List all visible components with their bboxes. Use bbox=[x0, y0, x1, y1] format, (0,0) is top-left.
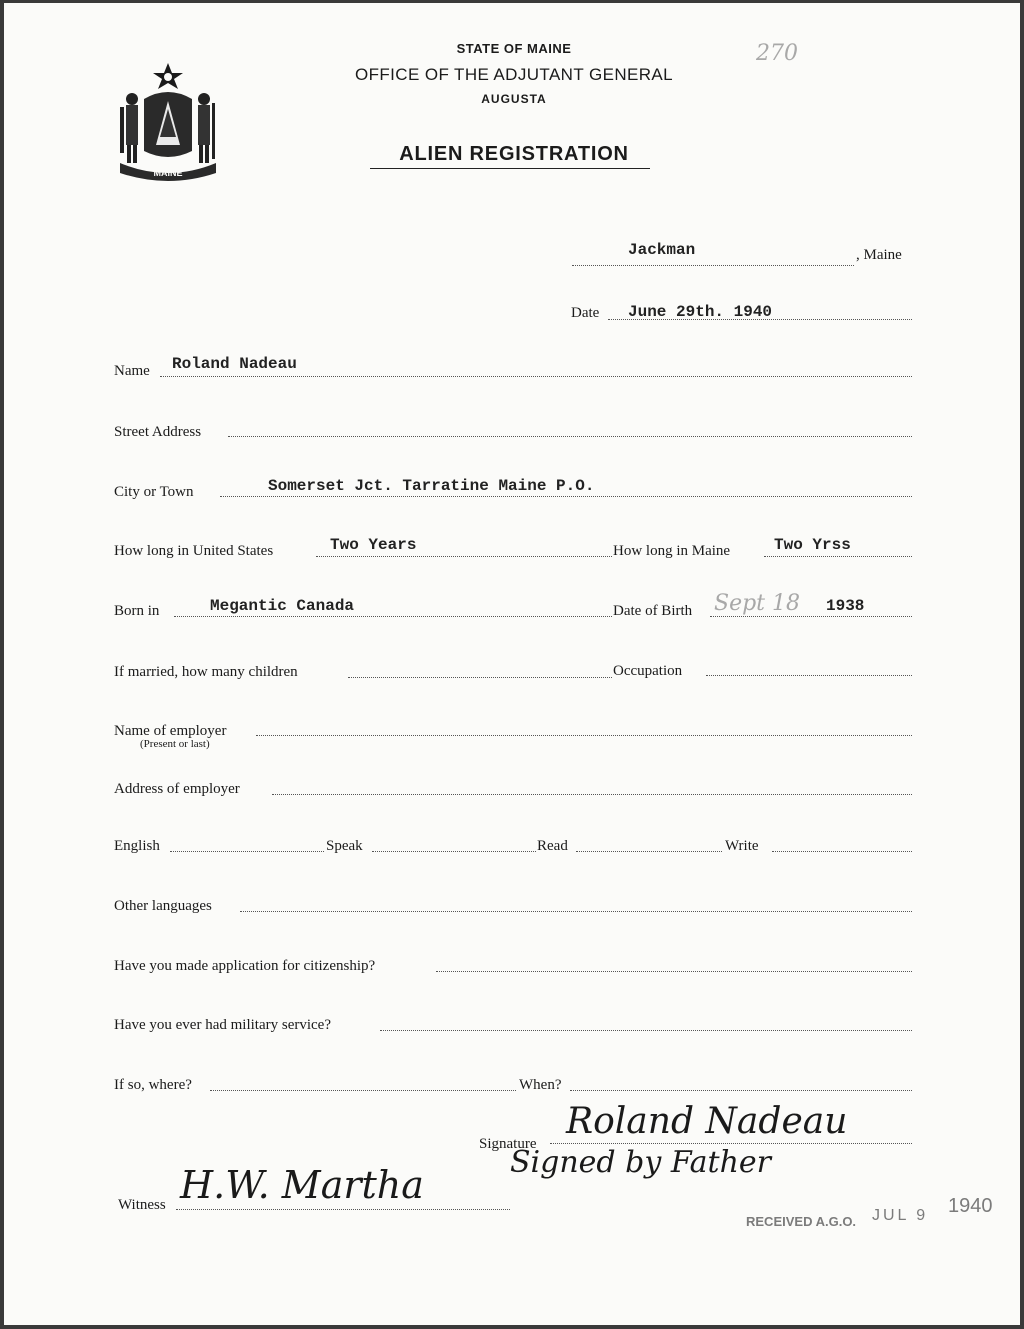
header-office: OFFICE OF THE ADJUTANT GENERAL bbox=[354, 65, 674, 84]
when-label: When? bbox=[519, 1077, 562, 1093]
how-long-us-label: How long in United States bbox=[114, 543, 274, 559]
occupation-label: Occupation bbox=[613, 663, 683, 679]
where-label: If so, where? bbox=[114, 1077, 192, 1093]
date-label: Date bbox=[571, 305, 600, 321]
english-label: English bbox=[114, 838, 160, 854]
signature-label: Signature bbox=[479, 1136, 537, 1152]
witness-value: H.W. Martha bbox=[180, 1163, 424, 1207]
witness-label: Witness bbox=[118, 1197, 166, 1213]
city-value: Somerset Jct. Tarratine Maine P.O. bbox=[268, 477, 595, 495]
citizenship-label: Have you made application for citizenship? bbox=[114, 958, 376, 974]
header-city: AUGUSTA bbox=[481, 92, 547, 106]
date-value: June 29th. 1940 bbox=[628, 303, 773, 321]
other-languages-label: Other languages bbox=[114, 898, 212, 914]
born-in-label: Born in bbox=[114, 603, 160, 619]
received-stamp-date: JUL 9 bbox=[872, 1207, 929, 1224]
date-of-birth-year: 1938 bbox=[826, 597, 865, 615]
seal-text: MAINE bbox=[153, 168, 183, 178]
born-in-value: Megantic Canada bbox=[210, 597, 355, 615]
write-label: Write bbox=[725, 838, 759, 854]
received-stamp: RECEIVED A.G.O. bbox=[746, 1214, 857, 1229]
document-number: 270 bbox=[756, 41, 798, 66]
form-title-underline bbox=[370, 168, 650, 169]
read-label: Read bbox=[537, 838, 568, 854]
how-long-maine-value: Two Yrss bbox=[774, 536, 851, 554]
header-state: STATE OF MAINE bbox=[456, 41, 572, 56]
form-page bbox=[4, 3, 1020, 1325]
street-address-label: Street Address bbox=[114, 424, 202, 440]
form-title: ALIEN REGISTRATION bbox=[399, 143, 629, 165]
how-long-us-value: Two Years bbox=[330, 536, 417, 554]
employer-address-label: Address of employer bbox=[114, 781, 240, 797]
children-label: If married, how many children bbox=[114, 664, 298, 680]
speak-label: Speak bbox=[326, 838, 363, 854]
signature-value: Roland Nadeau bbox=[566, 1101, 848, 1142]
date-of-birth-handwritten: Sept 18 bbox=[714, 591, 801, 616]
signature-note: Signed by Father bbox=[510, 1145, 771, 1180]
place-value: Jackman bbox=[628, 241, 696, 259]
state-of-maine-seal-icon bbox=[112, 59, 224, 185]
received-stamp-year: 1940 bbox=[948, 1195, 993, 1217]
employer-name-sublabel: (Present or last) bbox=[140, 738, 210, 750]
name-value: Roland Nadeau bbox=[172, 355, 297, 373]
place-suffix: , Maine bbox=[856, 247, 902, 263]
date-of-birth-label: Date of Birth bbox=[613, 603, 693, 619]
employer-name-label: Name of employer bbox=[114, 723, 227, 739]
name-label: Name bbox=[114, 363, 150, 379]
military-label: Have you ever had military service? bbox=[114, 1017, 331, 1033]
city-label: City or Town bbox=[114, 484, 194, 500]
how-long-maine-label: How long in Maine bbox=[613, 543, 731, 559]
